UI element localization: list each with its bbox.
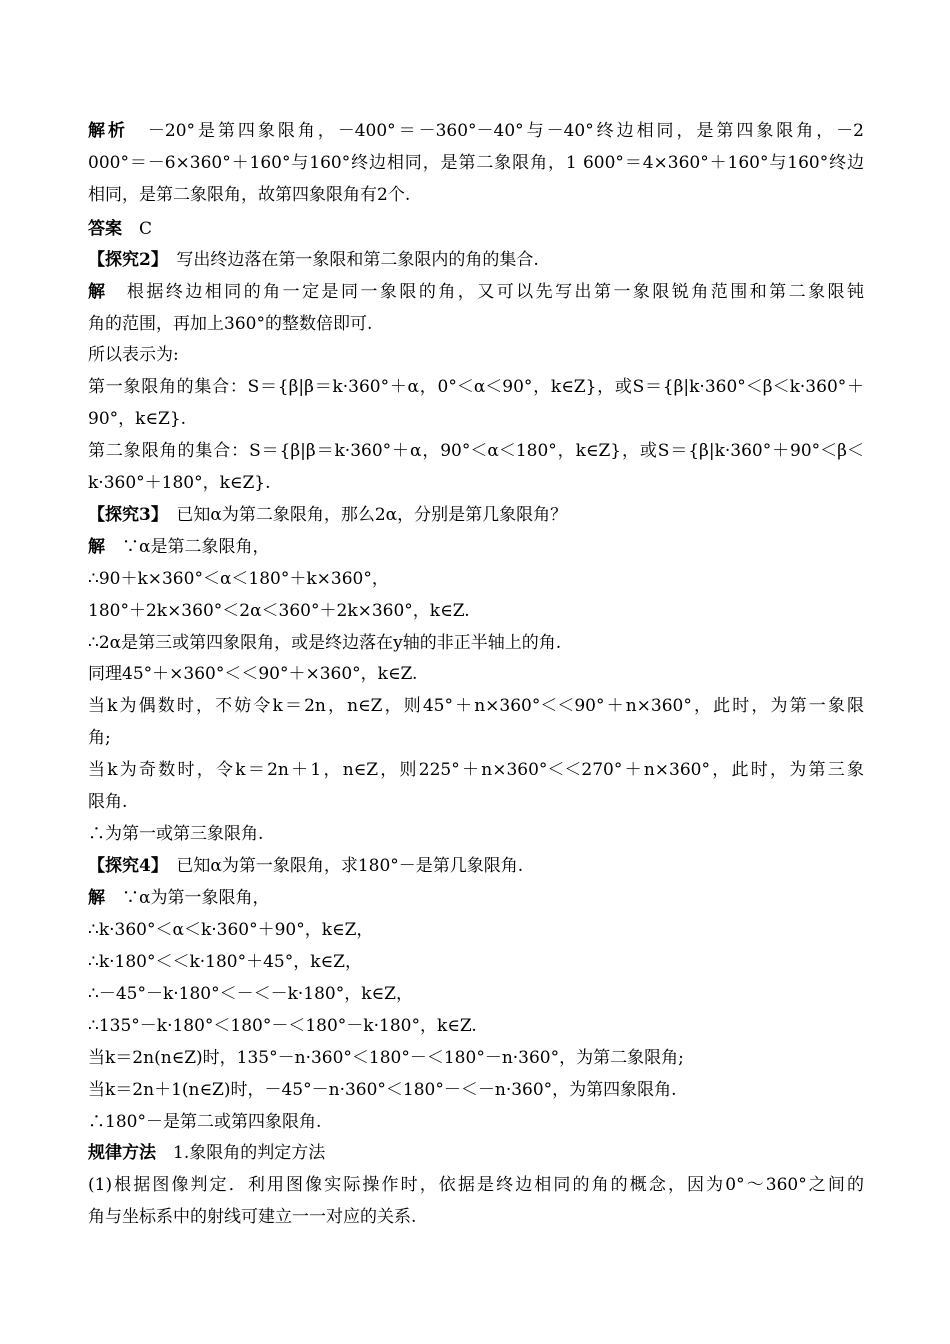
section-label: 【探究4】 xyxy=(88,856,160,876)
text-line xyxy=(88,1077,677,1103)
text-line xyxy=(88,661,417,687)
text-line xyxy=(88,118,864,144)
section-label: 解 xyxy=(88,888,105,908)
line-text: 所以表示为: xyxy=(88,345,179,365)
line-text: k·360°＋180°，k∈Z}. xyxy=(88,473,271,493)
text-line xyxy=(88,279,864,305)
line-text: ∴k·180°＜＜k·180°＋45°，k∈Z， xyxy=(88,952,362,972)
line-text: 角与坐标系中的射线可建立一一对应的关系. xyxy=(88,1207,417,1227)
text-line xyxy=(88,311,372,337)
line-text: 当k为奇数时，令k＝2n＋1，n∈Z，则225°＋n×360°＜＜270°＋n×360°，此时，为第三象 xyxy=(88,760,864,780)
line-text: 当k＝2n＋1(n∈Z)时，－45°－n·360°＜180°－＜－n·360°，为第四象限角. xyxy=(88,1080,677,1100)
line-text: 180°＋2k×360°＜2α＜360°＋2k×360°，k∈Z. xyxy=(88,601,470,621)
line-text: 限角. xyxy=(88,792,128,812)
text-line xyxy=(88,502,567,528)
section-label: 规律方法 xyxy=(88,1143,156,1163)
line-text: 写出终边落在第一象限和第二象限内的角的集合. xyxy=(159,250,539,270)
line-text: 第一象限角的集合：S＝{β|β＝k·360°＋α，0°＜α＜90°，k∈Z}，或S＝{β|k·360°＜β＜k·360°＋ xyxy=(88,377,864,397)
text-line xyxy=(88,534,269,560)
text-line xyxy=(88,693,864,719)
text-line xyxy=(88,949,362,975)
line-text: 90°，k∈Z}. xyxy=(88,409,187,429)
text-line xyxy=(88,470,271,496)
section-label: 【探究2】 xyxy=(88,250,160,270)
line-text: ∴－45°－k·180°＜－＜－k·180°，k∈Z， xyxy=(88,984,413,1004)
line-text: ∵α是第二象限角， xyxy=(105,537,270,557)
line-text: ∴90＋k×360°＜α＜180°＋k×360°， xyxy=(88,569,389,589)
text-line xyxy=(88,1109,321,1135)
line-text: 已知α为第二象限角，那么2α，分别是第几象限角？ xyxy=(159,505,568,525)
text-line xyxy=(88,216,152,242)
text-line xyxy=(88,981,413,1007)
line-text: 相同，是第二象限角，故第四象限角有2个. xyxy=(88,185,411,205)
text-line xyxy=(88,598,470,624)
line-text: (1)根据图像判定．利用图像实际操作时，依据是终边相同的角的概念，因为0°～360°之间的 xyxy=(88,1175,864,1195)
section-label: 【探究3】 xyxy=(88,505,160,525)
text-line xyxy=(88,566,389,592)
line-text: ∴180°－是第二或第四象限角. xyxy=(88,1112,322,1132)
text-line xyxy=(88,821,263,847)
text-line xyxy=(88,406,186,432)
text-line xyxy=(88,1013,477,1039)
line-text: 根据终边相同的角一定是同一象限的角，又可以先写出第一象限锐角范围和第二象限钝 xyxy=(107,282,864,302)
text-line xyxy=(88,757,864,783)
line-text: 1.象限角的判定方法 xyxy=(156,1143,326,1163)
text-line xyxy=(88,917,373,943)
line-text: 当k＝2n(n∈Z)时，135°－n·360°＜180°－＜180°－n·360°，为第二象限角; xyxy=(88,1048,684,1068)
section-label: 答案 xyxy=(88,219,122,239)
text-line xyxy=(88,1172,864,1198)
line-text: 角的范围，再加上360°的整数倍即可. xyxy=(88,314,373,334)
text-line xyxy=(88,247,539,273)
line-text: 当k为偶数时，不妨令k＝2n，n∈Z，则45°＋n×360°＜＜90°＋n×360°，此时，为第一象限 xyxy=(88,696,864,716)
text-line xyxy=(88,725,111,751)
line-text: 同理45°＋×360°＜＜90°＋×360°，k∈Z. xyxy=(88,664,418,684)
text-line xyxy=(88,342,179,368)
text-line xyxy=(88,374,864,400)
line-text: ∴135°－k·180°＜180°－＜180°－k·180°，k∈Z. xyxy=(88,1016,477,1036)
text-line xyxy=(88,438,864,464)
line-text: ∴k·360°＜α＜k·360°＋90°，k∈Z， xyxy=(88,920,374,940)
line-text: 角; xyxy=(88,728,111,748)
text-line xyxy=(88,630,561,656)
text-line xyxy=(88,1045,684,1071)
section-label: 解 xyxy=(88,537,105,557)
text-line xyxy=(88,789,127,815)
line-text: ∵α为第一象限角， xyxy=(105,888,270,908)
line-text: 已知α为第一象限角，求180°－是第几象限角. xyxy=(159,856,524,876)
line-text: 第二象限角的集合：S＝{β|β＝k·360°＋α，90°＜α＜180°，k∈Z}，或S＝{β|k·360°＋90°＜β＜ xyxy=(88,441,864,461)
line-text: ∴2α是第三或第四象限角，或是终边落在y轴的非正半轴上的角. xyxy=(88,633,562,653)
text-line xyxy=(88,885,269,911)
line-text: －20°是第四象限角，－400°＝－360°－40°与－40°终边相同，是第四象限角，－2 xyxy=(127,121,864,141)
section-label: 解析 xyxy=(88,121,128,141)
line-text: ∴为第一或第三象限角. xyxy=(88,824,264,844)
text-line xyxy=(88,150,864,176)
line-text: 000°＝－6×360°＋160°与160°终边相同，是第二象限角，1 600°＝4×360°＋160°与160°终边 xyxy=(88,153,864,173)
text-line xyxy=(88,182,410,208)
text-line xyxy=(88,853,523,879)
line-text: C xyxy=(122,219,153,239)
text-line xyxy=(88,1140,325,1166)
section-label: 解 xyxy=(88,282,108,302)
text-line xyxy=(88,1204,416,1230)
